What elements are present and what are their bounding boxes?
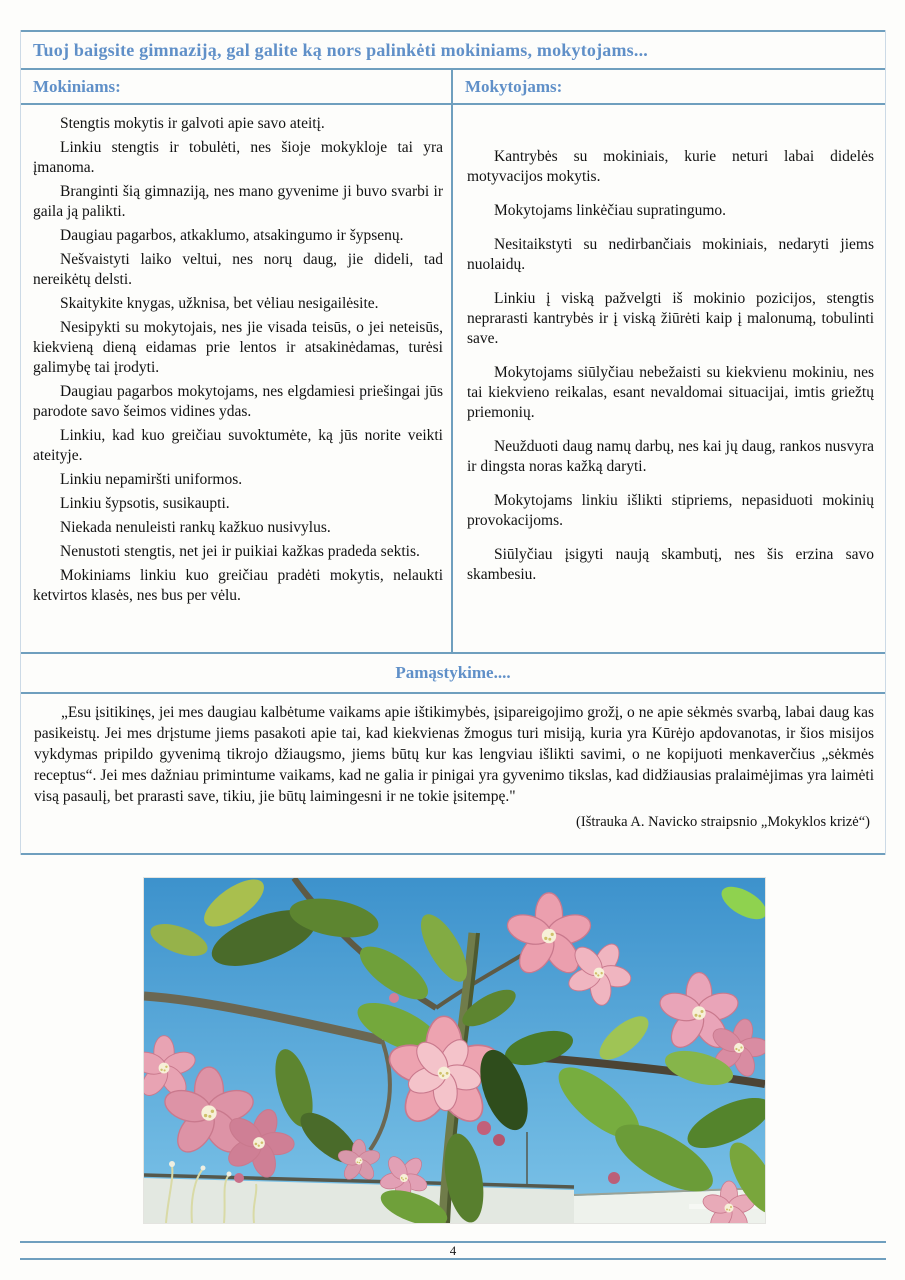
- apple-blossom-photo-art: [144, 878, 765, 1223]
- student-wish: Nesipykti su mokytojais, nes jie visada teisūs, o jei neteisūs, kiekvieną dieną eidamas prie lentos ir atsakinėdamas, turėsi galimybę tai įrodyti.: [33, 319, 443, 376]
- mokytojams-heading: Mokytojams:: [465, 77, 563, 96]
- teacher-wish: Neužduoti daug namų darbų, nes kai jų daug, rankos nusvyra ir dingsta noras kažką daryti.: [467, 438, 874, 475]
- teacher-wish: Mokytojams linkiu išlikti stipriems, nepasiduoti mokinių provokacijoms.: [467, 492, 874, 529]
- student-wish: Linkiu, kad kuo greičiau suvoktumėte, ką jūs norite veikti ateityje.: [33, 427, 443, 464]
- students-wishes-column: [21, 105, 453, 652]
- student-wish: Linkiu stengtis ir tobulėti, nes šioje mokykloje tai yra įmanoma.: [33, 139, 443, 176]
- student-wish: Skaitykite knygas, užknisa, bet vėliau nesigailėsite.: [60, 295, 379, 312]
- page-number: 4: [449, 1242, 457, 1258]
- left-column-header-cell: [21, 70, 453, 103]
- student-wish: Linkiu šypsotis, susikaupti.: [60, 495, 230, 512]
- student-wish: Nešvaistyti laiko veltui, nes norų daug, jie dideli, tad nereikėtų delsti.: [33, 251, 443, 288]
- teacher-wish: Siūlyčiau įsigyti naują skambutį, nes šis erzina savo skambesiu.: [467, 546, 874, 583]
- reflection-quote: „Esu įsitikinęs, jei mes daugiau kalbėtume vaikams apie ištikimybės, įsipareigojimo grožį, o ne apie sėkmės svarbą, labai daug kas pasikeistų. Jei mes drįstume jiems pasakoti apie tai, kad kiekvienas žmogus turi misiją, kuria yra Kūrėjo apdovanotas, ir šios misijos vykdymas pripildo gyvenimą tikrojo džiaugsmo, jiems būtų kur kas lengviau išlikti savimi, o ne kopijuoti menkaverčius „sėkmės receptus“. Jei mes dažniau primintume vaikams, kad ne galia ir pinigai yra gyvenimo tikslas, kad didžiausias pralaimėjimas yra laimėti visą pasaulį, bet prarasti save, tikiu, jie būtų laimingesni ir ne tokie įsitempę.": [34, 704, 874, 805]
- page-title: Tuoj baigsite gimnaziją, gal galite ką nors palinkėti mokiniams, mokytojams...: [33, 39, 648, 60]
- teacher-wish: Mokytojams siūlyčiau nebežaisti su kiekvienu mokiniu, nes tai kiekvieno reikalas, esant nevaldomai situacijai, imtis griežtų priemonių.: [467, 364, 874, 421]
- teacher-wish: Mokytojams linkėčiau supratingumo.: [494, 202, 727, 219]
- teacher-wish: Nesitaikstyti su nedirbančiais mokiniais, nedaryti jiems nuolaidų.: [467, 236, 874, 273]
- student-wish: Nenustoti stengtis, net jei ir puikiai kažkas pradeda sektis.: [60, 543, 420, 560]
- reflection-heading: Pamąstykime....: [395, 663, 511, 682]
- mokiniams-heading: Mokiniams:: [33, 77, 121, 96]
- student-wish: Linkiu nepamiršti uniformos.: [60, 471, 243, 488]
- student-wish: Stengtis mokytis ir galvoti apie savo ateitį.: [60, 115, 325, 132]
- student-wish: Branginti šią gimnaziją, nes mano gyvenime ji buvo svarbi ir gaila ją palikti.: [33, 183, 443, 220]
- reflection-quote-section: [21, 694, 885, 855]
- page-footer: [20, 1241, 886, 1260]
- two-column-body: [21, 105, 885, 654]
- header-row: [21, 30, 885, 70]
- student-wish: Daugiau pagarbos, atkaklumo, atsakingumo ir šypsenų.: [60, 227, 404, 244]
- right-column-header-cell: [453, 70, 885, 103]
- quote-attribution: (Ištrauka A. Navicko straipsnio „Mokyklos krizė“): [576, 814, 870, 830]
- apple-blossom-photo: [144, 878, 765, 1223]
- student-wish: Daugiau pagarbos mokytojams, nes elgdamiesi priešingai jūs parodote savo šeimos vidines ydas.: [33, 383, 443, 420]
- column-headers-row: [21, 70, 885, 105]
- teacher-wish: Kantrybės su mokiniais, kurie neturi labai didelės motyvacijos mokytis.: [467, 148, 874, 185]
- student-wish: Niekada nenuleisti rankų kažkuo nusivylus.: [60, 519, 331, 536]
- teachers-wishes-column: [453, 105, 885, 652]
- newsletter-page: [20, 30, 886, 855]
- teacher-wish: Linkiu į viską pažvelgti iš mokinio pozicijos, stengtis neprarasti kantrybės ir į viską žiūrėti kaip į malonumą, tobulinti save.: [467, 290, 874, 347]
- reflection-header-row: [21, 654, 885, 694]
- student-wish: Mokiniams linkiu kuo greičiau pradėti mokytis, nelaukti ketvirtos klasės, nes bus per vėlu.: [33, 567, 443, 604]
